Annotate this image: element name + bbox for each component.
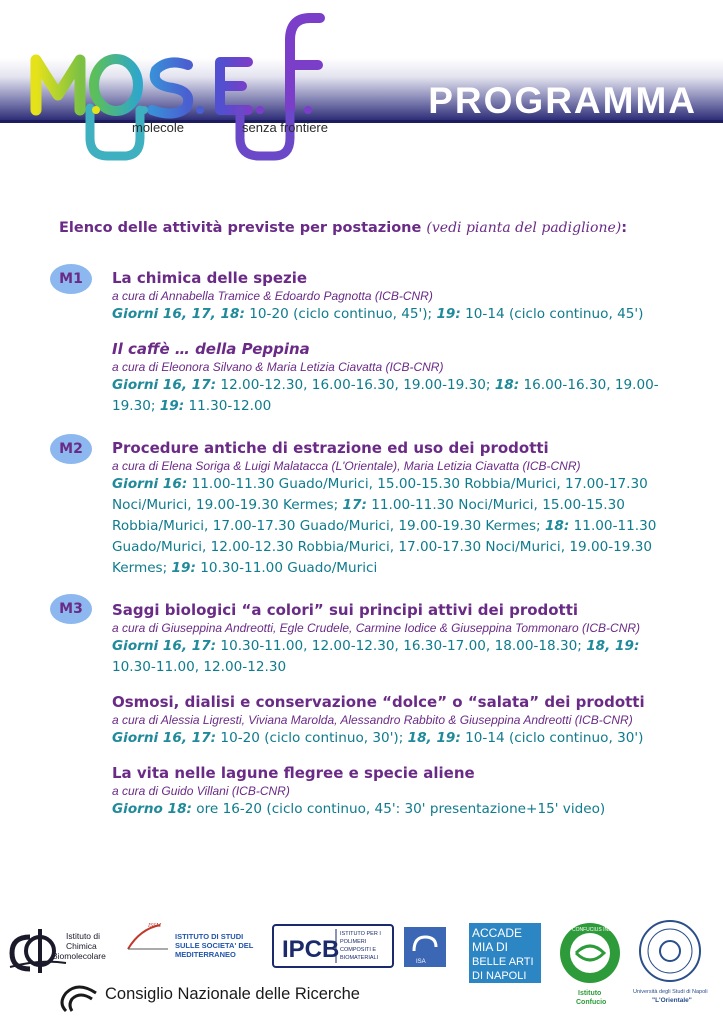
schedule-times: 12.00-12.30, 16.00-16.30, 19.00-19.30; <box>216 377 495 393</box>
icb-line2: Chimica <box>66 941 97 951</box>
activity-schedule <box>112 375 672 417</box>
activity-item <box>112 600 672 678</box>
schedule-times: 11.00-11.30 Guado/Murici, 12.00-12.30 Robbia/Murici, 17.00-17.30 Noci/Murici, 19.00-19.30 Kermes; <box>112 518 657 576</box>
cnr-logo <box>62 987 96 1011</box>
schedule-times: 16.00-16.30, 19.00-19.30; <box>112 377 659 414</box>
logo-tag-left: molecole <box>132 120 185 135</box>
activity-item <box>112 692 672 749</box>
activity-title: Saggi biologici “a colori” sui principi attivi dei prodotti <box>112 601 579 619</box>
schedule-times: 11.00-11.30 Guado/Murici, 15.00-15.30 Robbia/Murici, 17.00-17.30 Noci/Murici, 19.00-19.30 Kermes; <box>112 476 648 513</box>
activity-item <box>112 268 672 325</box>
accademia-line4: DI NAPOLI <box>472 970 527 982</box>
issm-line1: ISTITUTO DI STUDI <box>175 932 244 941</box>
activity-credit: a cura di Alessia Ligresti, Viviana Marolda, Alessandro Rabbito & Giuseppina Andreotti (ICB-CNR) <box>112 713 633 727</box>
schedule-times: 10-20 (ciclo continuo, 30'); <box>216 730 408 746</box>
schedule-times: 10.30-11.00, 12.00-12.30, 16.30-17.00, 18.00-18.30; <box>216 638 587 654</box>
schedule-days: Giorni 16, 17, 18: <box>112 306 245 322</box>
accademia-line3: BELLE ARTI <box>472 956 534 968</box>
activity-item <box>112 438 672 579</box>
schedule-times: 11.00-11.30 Noci/Murici, 15.00-15.30 Robbia/Murici, 17.00-17.30 Guado/Murici, 19.00-19.30 Kermes; <box>112 497 625 534</box>
accademia-line1: ACCADE <box>472 926 523 940</box>
accademia-logo <box>469 923 541 983</box>
activity-title: Procedure antiche di estrazione ed uso dei prodotti <box>112 439 549 457</box>
cnr-name: Consiglio Nazionale delle Ricerche <box>105 985 360 1003</box>
module-badge-m1: M1 <box>50 264 92 294</box>
orientale-line2: "L'Orientale" <box>652 997 692 1004</box>
activity-credit: a cura di Elena Soriga & Luigi Malatacca (L'Orientale), Maria Letizia Ciavatta (ICB-CNR) <box>112 459 581 473</box>
module-badge-m3: M3 <box>50 594 92 624</box>
ipcb-line4: BIOMATERIALI <box>340 955 379 961</box>
logo-letter-s <box>152 62 188 113</box>
confucio-ring: CONFUCIUS INSTITUTE <box>572 927 629 933</box>
schedule-times: ore 16-20 (ciclo continuo, 45': 30' presentazione+15' video) <box>191 801 606 817</box>
isa-logo <box>404 927 446 967</box>
activity-credit: a cura di Annabella Tramice & Edoardo Pagnotta (ICB-CNR) <box>112 289 433 303</box>
logo-tag-right: senza frontiere <box>242 120 328 135</box>
schedule-days: Giorni 16, 17: <box>112 638 217 654</box>
intro-line <box>59 220 627 236</box>
isa-label: ISA <box>416 959 426 965</box>
mosef-logo <box>28 10 338 165</box>
activity-item <box>112 339 672 417</box>
activity-schedule <box>112 799 672 820</box>
partner-logos <box>0 915 723 1024</box>
schedule-times: 10.30-11.00 Guado/Murici <box>195 560 378 576</box>
schedule-days: 18: <box>494 377 520 393</box>
schedule-days: 19: <box>171 560 196 576</box>
activity-title: La chimica delle spezie <box>112 269 308 287</box>
activity-title: Osmosi, dialisi e conservazione “dolce” o “salata” dei prodotti <box>112 693 645 711</box>
activity-schedule <box>112 304 672 325</box>
activity-credit: a cura di Giuseppina Andreotti, Egle Crudele, Carmine Iodice & Giuseppina Tommonaro (ICB-CNR) <box>112 621 641 635</box>
intro-note: (vedi pianta del padiglione) <box>426 220 622 236</box>
icb-logo <box>10 929 106 973</box>
issm-mark: ISSM <box>148 923 161 929</box>
logo-letter-o <box>94 59 138 111</box>
ipcb-line1: ISTITUTO PER I <box>340 931 381 937</box>
module-m3-activities <box>112 600 672 834</box>
schedule-times: 10-14 (ciclo continuo, 45') <box>460 306 644 322</box>
issm-line3: MEDITERRANEO <box>175 950 236 959</box>
activity-schedule <box>112 636 672 678</box>
issm-logo <box>128 923 254 959</box>
confucio-logo <box>560 923 630 1006</box>
confucio-line1: Istituto <box>578 990 602 997</box>
page-title: PROGRAMMA <box>428 80 697 121</box>
ipcb-mark: IPCB <box>282 936 340 963</box>
ipcb-line2: POLIMERI <box>340 939 367 945</box>
schedule-days: Giorni 16, 17: <box>112 377 217 393</box>
intro-lead: Elenco delle attività previste per postazione <box>59 220 422 236</box>
logo-letter-e <box>220 62 248 110</box>
activity-credit: a cura di Eleonora Silvano & Maria Letizia Ciavatta (ICB-CNR) <box>112 360 444 374</box>
intro-colon: : <box>621 220 628 236</box>
logo-letter-m <box>36 60 80 110</box>
logo-letter-f <box>290 18 320 110</box>
schedule-days: Giorni 16: <box>112 476 188 492</box>
schedule-days: 19: <box>436 306 461 322</box>
activity-schedule <box>112 474 672 579</box>
activity-title: Il caffè … della Peppina <box>112 340 310 358</box>
schedule-times: 11.30-12.00 <box>184 398 272 414</box>
module-badge-m2: M2 <box>50 434 92 464</box>
schedule-times: 10.30-11.00, 12.00-12.30 <box>112 659 287 675</box>
activity-title: La vita nelle lagune flegree e specie aliene <box>112 764 475 782</box>
schedule-days: 19: <box>159 398 185 414</box>
schedule-days: 17: <box>342 497 367 513</box>
icb-line1: Istituto di <box>66 931 101 941</box>
module-m1-activities <box>112 268 672 431</box>
ipcb-logo <box>273 925 393 967</box>
activity-schedule <box>112 728 672 749</box>
schedule-days: 18: <box>544 518 570 534</box>
schedule-days: Giorno 18: <box>112 801 192 817</box>
module-m2-activities <box>112 438 672 593</box>
activity-item <box>112 763 672 820</box>
issm-line2: SULLE SOCIETA' DEL <box>175 941 254 950</box>
orientale-line1: Università degli Studi di Napoli <box>633 989 708 995</box>
accademia-line2: MIA DI <box>472 940 509 954</box>
activity-credit: a cura di Guido Villani (ICB-CNR) <box>112 784 290 798</box>
ipcb-line3: COMPOSITI E <box>340 947 377 953</box>
schedule-days: Giorni 16, 17: <box>112 730 217 746</box>
schedule-times: 10-14 (ciclo continuo, 30') <box>460 730 644 746</box>
schedule-days: 18, 19: <box>586 638 640 654</box>
schedule-times: 10-20 (ciclo continuo, 45'); <box>244 306 437 322</box>
orientale-logo <box>633 921 708 1004</box>
schedule-days: 18, 19: <box>407 730 461 746</box>
icb-line3: Biomolecolare <box>52 951 106 961</box>
confucio-line2: Confucio <box>576 999 607 1006</box>
